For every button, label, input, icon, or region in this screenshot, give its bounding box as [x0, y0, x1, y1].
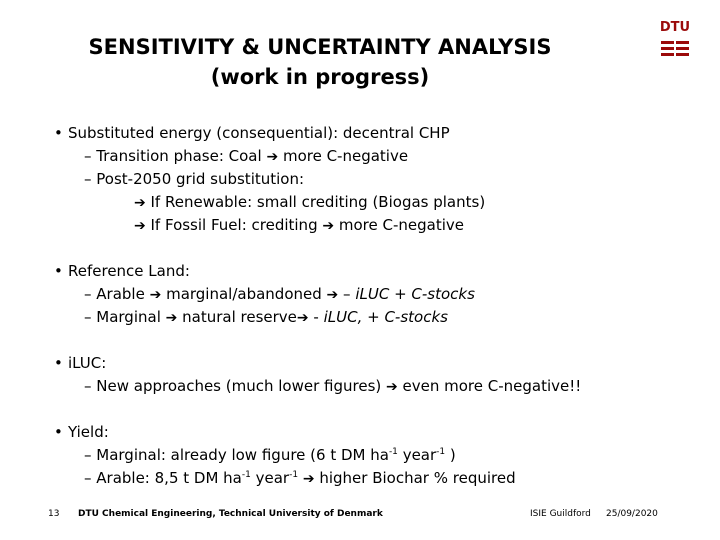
sub-item-transition: [84, 145, 408, 167]
bullet-yield: [54, 421, 109, 443]
arrow-icon: ➔: [322, 218, 335, 234]
bullet-label: Yield: [68, 423, 104, 441]
arrow-icon: ➔: [149, 287, 162, 303]
superscript: -1: [241, 470, 251, 480]
sub-item-renewable: [134, 191, 485, 213]
bullet-text: :: [184, 262, 190, 280]
sub-text: – New approaches (much lower figures): [84, 377, 387, 395]
sub-text: year: [250, 469, 290, 487]
bullet-label: Substituted energy: [68, 124, 212, 142]
sub-text: higher Biochar % required: [314, 469, 516, 487]
bullet-label: i: [68, 354, 73, 372]
sub-text: – Marginal: [84, 308, 166, 326]
logo-text: DTU: [659, 20, 691, 35]
sub-text: year: [397, 446, 437, 464]
footer-event: ISIE Guildford: [530, 509, 591, 519]
dtu-logo: [658, 20, 692, 64]
bullet-reference-land: [54, 260, 190, 282]
sub-text: marginal/abandoned: [161, 285, 327, 303]
arrow-icon: ➔: [386, 379, 398, 395]
bullet-text: (consequential): decentral CHP: [211, 124, 450, 142]
superscript: -1: [388, 447, 398, 457]
sub-text: –: [338, 285, 356, 303]
sub-item-marginal: [84, 306, 448, 328]
bullet-label: Reference Land: [68, 262, 185, 280]
sub-text: even more C-negative!!: [397, 377, 582, 395]
sub-text: If Fossil Fuel: crediting: [145, 216, 323, 234]
sub-text-italic: i: [323, 308, 328, 326]
sub-item-post2050: [84, 168, 304, 190]
arrow-icon: ➔: [326, 287, 339, 303]
arrow-icon: ➔: [266, 149, 279, 165]
sub-text: If Renewable: small crediting (Biogas plants): [145, 193, 486, 211]
sub-text: – Post-2050 grid substitution:: [84, 170, 305, 188]
sub-text: – Transition phase: Coal: [84, 147, 267, 165]
sub-item-fossil: [134, 214, 464, 236]
arrow-icon: ➔: [134, 195, 146, 211]
arrow-icon: ➔: [302, 471, 315, 487]
sub-text-italic: LUC, + C-stocks: [327, 308, 448, 326]
superscript: -1: [289, 470, 299, 480]
sub-text: ): [445, 446, 456, 464]
logo-stripes-icon: [658, 41, 692, 56]
footer-department: DTU Chemical Engineering, Technical University of Denmark: [78, 509, 383, 519]
sub-text-italic: LUC + C-stocks: [359, 285, 475, 303]
sub-text: natural reserve: [177, 308, 297, 326]
bullet-icon: •: [54, 354, 63, 372]
footer-date: 25/09/2020: [606, 509, 658, 519]
sub-text: more C-negative: [278, 147, 409, 165]
arrow-icon: ➔: [134, 218, 146, 234]
sub-item-yield-marginal: [84, 444, 456, 466]
bullet-icon: •: [54, 124, 63, 142]
sub-text-italic: i: [355, 285, 360, 303]
sub-item-yield-arable: [84, 467, 516, 489]
slide-title: [40, 32, 600, 92]
bullet-icon: •: [54, 262, 63, 280]
sub-text: – Arable: 8,5 t DM ha: [84, 469, 242, 487]
bullet-text: :: [103, 423, 109, 441]
arrow-icon: ➔: [165, 310, 178, 326]
bullet-substituted-energy: [54, 122, 450, 144]
bullet-icon: •: [54, 423, 63, 441]
bullet-text: :: [101, 354, 107, 372]
title-line-1: SENSITIVITY & UNCERTAINTY ANALYSIS: [88, 35, 552, 59]
sub-text: – Arable: [84, 285, 150, 303]
sub-item-arable: [84, 283, 475, 305]
title-line-2: (work in progress): [210, 65, 430, 89]
arrow-icon: ➔: [296, 310, 309, 326]
sub-text: more C-negative: [334, 216, 464, 234]
sub-item-new-approaches: [84, 375, 581, 397]
bullet-iluc: [54, 352, 106, 374]
superscript: -1: [436, 447, 446, 457]
sub-text: -: [308, 308, 324, 326]
page-number: 13: [48, 509, 60, 519]
sub-text: – Marginal: already low figure (6 t DM ha: [84, 446, 389, 464]
bullet-label: LUC: [72, 354, 102, 372]
